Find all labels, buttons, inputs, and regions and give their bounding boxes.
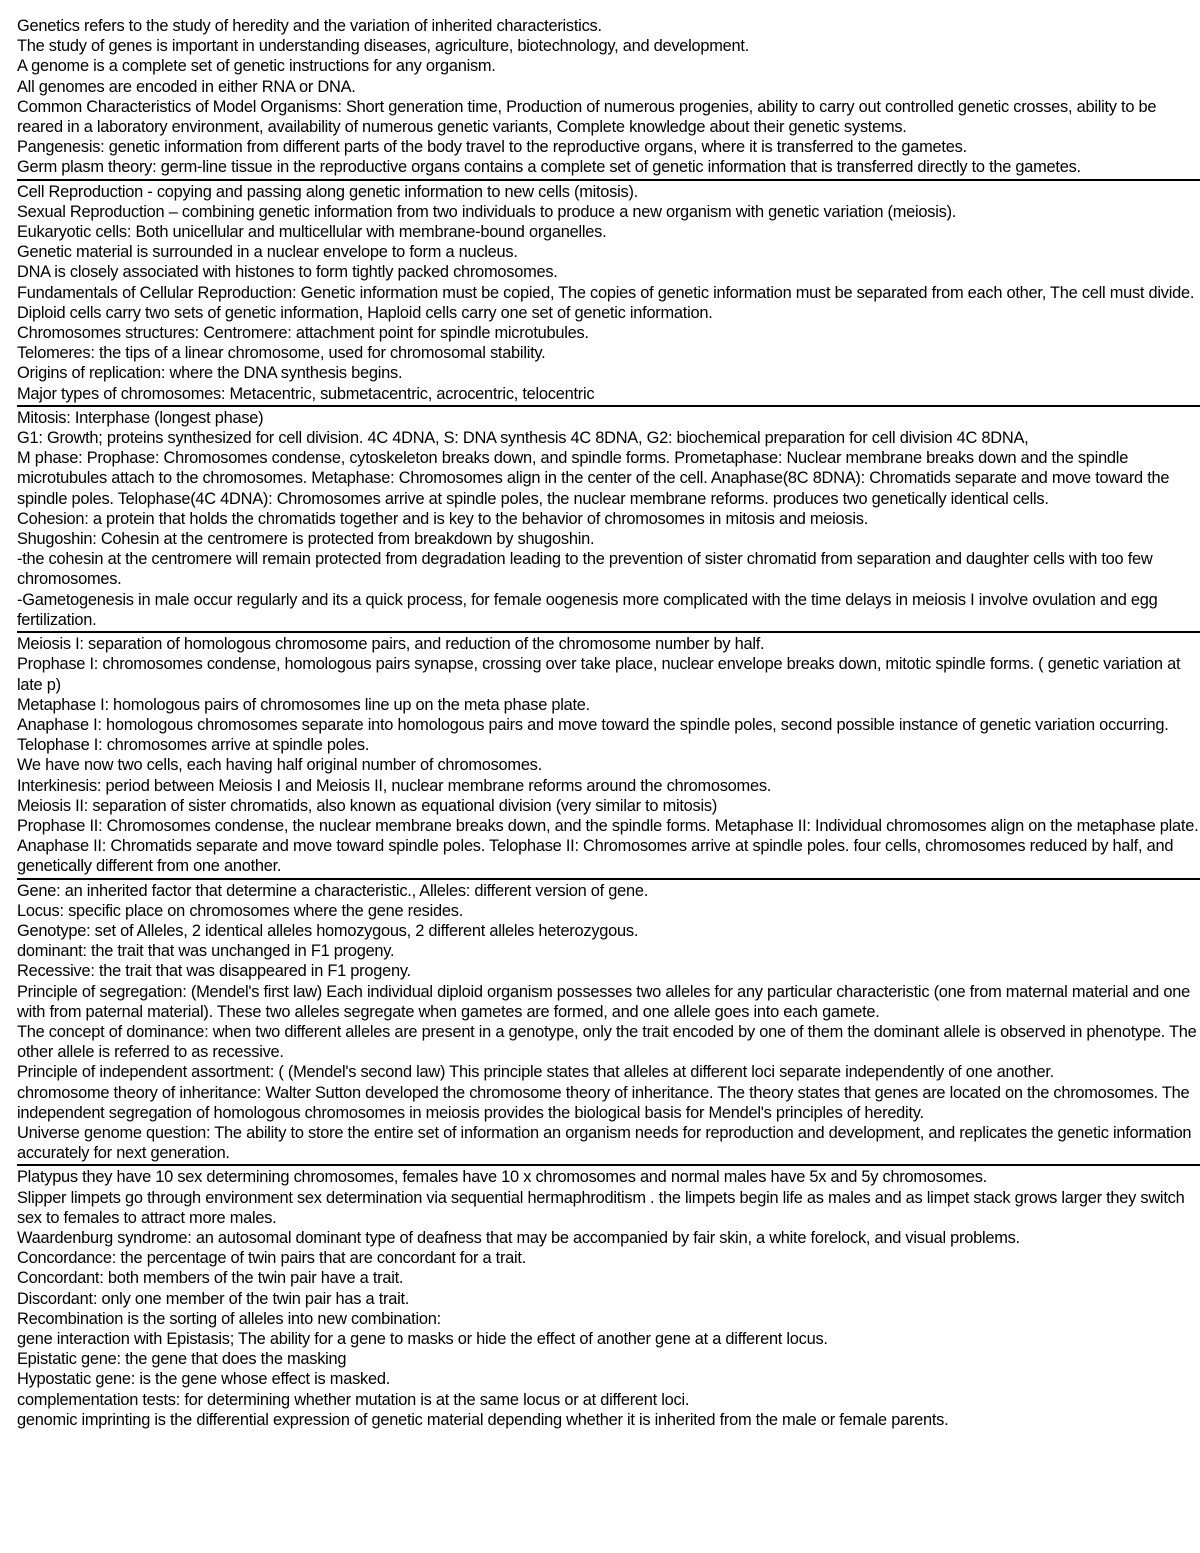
notes-line: G1: Growth; proteins synthesized for cell division. 4C 4DNA, S: DNA synthesis 4C 8DNA, G2: biochemical preparation for cell division 4C 8DNA, <box>17 429 1029 448</box>
notes-line: Genotype: set of Alleles, 2 identical alleles homozygous, 2 different alleles heterozygous. <box>17 921 639 940</box>
notes-section-1 <box>17 16 1200 179</box>
notes-line: Shugoshin: Cohesin at the centromere is protected from breakdown by shugoshin. <box>17 530 595 549</box>
notes-line: Telophase I: chromosomes arrive at spindle poles. <box>17 736 370 755</box>
notes-line: -the cohesin at the centromere will remain protected from degradation leading to the prevention of sister chromatid from separation and daughter cells with too few chromosomes. <box>17 550 1153 589</box>
notes-line: Cohesion: a protein that holds the chromatids together and is key to the behavior of chromosomes in mitosis and meiosis. <box>17 509 869 528</box>
notes-line: Telomeres: the tips of a linear chromosome, used for chromosomal stability. <box>17 344 546 363</box>
notes-line: All genomes are encoded in either RNA or DNA. <box>17 77 356 96</box>
notes-line: Prophase II: Chromosomes condense, the nuclear membrane breaks down, and the spindle forms. Metaphase II: Individual chromosomes align on the metaphase plate. Anaphase II: Chromatids separate and move toward spindle poles. Telophase II: Chromosomes arrive at spindle poles. four cells, chromosomes reduced by half, and genetically different from one another. <box>17 816 1199 876</box>
notes-line: Sexual Reproduction – combining genetic information from two individuals to produce a new organism with genetic variation (meiosis). <box>17 202 957 221</box>
notes-section-4 <box>17 631 1200 877</box>
notes-line: Meiosis I: separation of homologous chromosome pairs, and reduction of the chromosome number by half. <box>17 635 765 654</box>
notes-line: Concordant: both members of the twin pair have a trait. <box>17 1269 404 1288</box>
notes-line: M phase: Prophase: Chromosomes condense, cytoskeleton breaks down, and spindle forms. Prometaphase: Nuclear membrane breaks down and the spindle microtubules attach to the chromosomes. Metaphase: Chromosomes align in the center of the cell. Anaphase(8C 8DNA): Chromatids separate and move toward the spindle poles. Telophase(4C 4DNA): Chromosomes arrive at spindle poles, the nuclear membrane reforms. produces two genetically identical cells. <box>17 449 1170 508</box>
notes-line: Interkinesis: period between Meiosis I and Meiosis II, nuclear membrane reforms around the chromosomes. <box>17 776 772 795</box>
notes-section-5 <box>17 878 1200 1165</box>
notes-line: Epistatic gene: the gene that does the masking <box>17 1350 347 1369</box>
notes-line: dominant: the trait that was unchanged in F1 progeny. <box>17 942 395 961</box>
notes-line: Platypus they have 10 sex determining chromosomes, females have 10 x chromosomes and normal males have 5x and 5y chromosomes. <box>17 1168 987 1187</box>
notes-line: Gene: an inherited factor that determine a characteristic., Alleles: different version of gene. <box>17 881 649 900</box>
notes-line: Discordant: only one member of the twin pair has a trait. <box>17 1289 410 1308</box>
notes-line: Chromosomes structures: Centromere: attachment point for spindle microtubules. <box>17 324 589 343</box>
notes-line: DNA is closely associated with histones to form tightly packed chromosomes. <box>17 263 558 282</box>
notes-line: chromosome theory of inheritance: Walter Sutton developed the chromosome theory of inheritance. The theory states that genes are located on the chromosomes. The independent segregation of homologous chromosomes in meiosis provides the biological basis for Mendel's principles of heredity. <box>17 1083 1190 1122</box>
notes-line: Waardenburg syndrome: an autosomal dominant type of deafness that may be accompanied by fair skin, a white forelock, and visual problems. <box>17 1228 1020 1247</box>
notes-section-6 <box>17 1164 1200 1431</box>
notes-line: Locus: specific place on chromosomes where the gene resides. <box>17 901 464 920</box>
notes-line: A genome is a complete set of genetic instructions for any organism. <box>17 57 496 76</box>
notes-line: We have now two cells, each having half original number of chromosomes. <box>17 756 542 775</box>
notes-line: Diploid cells carry two sets of genetic information, Haploid cells carry one set of genetic information. <box>17 303 713 322</box>
notes-line: The concept of dominance: when two different alleles are present in a genotype, only the trait encoded by one of them the dominant allele is observed in phenotype. The other allele is referred to as recessive. <box>17 1022 1197 1062</box>
notes-line: Germ plasm theory: germ-line tissue in the reproductive organs contains a complete set of genetic information that is transferred directly to the gametes. <box>17 158 1081 177</box>
notes-line: Genetics refers to the study of heredity and the variation of inherited characteristics. <box>17 17 602 35</box>
notes-line: Genetic material is surrounded in a nuclear envelope to form a nucleus. <box>17 243 518 262</box>
notes-line: Cell Reproduction - copying and passing along genetic information to new cells (mitosis). <box>17 182 638 201</box>
notes-line: Recombination is the sorting of alleles into new combination: <box>17 1309 441 1328</box>
notes-line: Fundamentals of Cellular Reproduction: Genetic information must be copied, The copies of genetic information must be separated from each other, The cell must divide. <box>17 283 1195 302</box>
notes-line: Common Characteristics of Model Organisms: Short generation time, Production of numerous progenies, ability to carry out controlled genetic crosses, ability to be reared in a laboratory environment, availability of numerous genetic variants, Complete knowledge about their genetic systems. <box>17 97 1157 137</box>
notes-line: Principle of segregation: (Mendel's first law) Each individual diploid organism possesses two alleles for any particular characteristic (one from maternal material and one with from paternal material). These two alleles segregate when gametes are formed, and one allele goes into each gamete. <box>17 982 1190 1021</box>
notes-document <box>17 16 1200 1431</box>
notes-line: Slipper limpets go through environment sex determination via sequential hermaphroditism . the limpets begin life as males and as limpet stack grows larger they switch sex to females to attract more males. <box>17 1188 1185 1227</box>
notes-section-3 <box>17 405 1200 631</box>
notes-line: Prophase I: chromosomes condense, homologous pairs synapse, crossing over take place, nuclear envelope breaks down, mitotic spindle forms. ( genetic variation at late p) <box>17 655 1181 694</box>
notes-line: Principle of independent assortment: ( (Mendel's second law) This principle states that alleles at different loci separate independently of one another. <box>17 1063 1054 1082</box>
notes-line: -Gametogenesis in male occur regularly and its a quick process, for female oogenesis more complicated with the time delays in meiosis I involve ovulation and egg fertilization. <box>17 590 1158 629</box>
notes-line: gene interaction with Epistasis; The ability for a gene to masks or hide the effect of another gene at a different locus. <box>17 1330 828 1348</box>
notes-line: The study of genes is important in understanding diseases, agriculture, biotechnology, and development. <box>17 37 750 56</box>
notes-line: Eukaryotic cells: Both unicellular and multicellular with membrane-bound organelles. <box>17 223 607 242</box>
notes-line: Mitosis: Interphase (longest phase) <box>17 408 264 427</box>
notes-line: Major types of chromosomes: Metacentric, submetacentric, acrocentric, telocentric <box>17 384 595 403</box>
notes-line: Origins of replication: where the DNA synthesis begins. <box>17 364 403 383</box>
notes-line: Recessive: the trait that was disappeared in F1 progeny. <box>17 962 411 981</box>
notes-line: complementation tests: for determining whether mutation is at the same locus or at different loci. <box>17 1390 690 1409</box>
notes-line: Hypostatic gene: is the gene whose effect is masked. <box>17 1370 391 1389</box>
notes-line: Anaphase I: homologous chromosomes separate into homologous pairs and move toward the spindle poles, second possible instance of genetic variation occurring. <box>17 715 1169 734</box>
notes-section-2 <box>17 179 1200 405</box>
notes-line: genomic imprinting is the differential expression of genetic material depending whether it is inherited from the male or female parents. <box>17 1410 949 1429</box>
notes-line: Concordance: the percentage of twin pairs that are concordant for a trait. <box>17 1249 527 1268</box>
notes-line: Pangenesis: genetic information from different parts of the body travel to the reproductive organs, where it is transferred to the gametes. <box>17 138 967 157</box>
notes-line: Metaphase I: homologous pairs of chromosomes line up on the meta phase plate. <box>17 695 590 714</box>
notes-line: Meiosis II: separation of sister chromatids, also known as equational division (very similar to mitosis) <box>17 796 718 815</box>
notes-line: Universe genome question: The ability to store the entire set of information an organism needs for reproduction and development, and replicates the genetic information accurately for next generation. <box>17 1123 1192 1163</box>
